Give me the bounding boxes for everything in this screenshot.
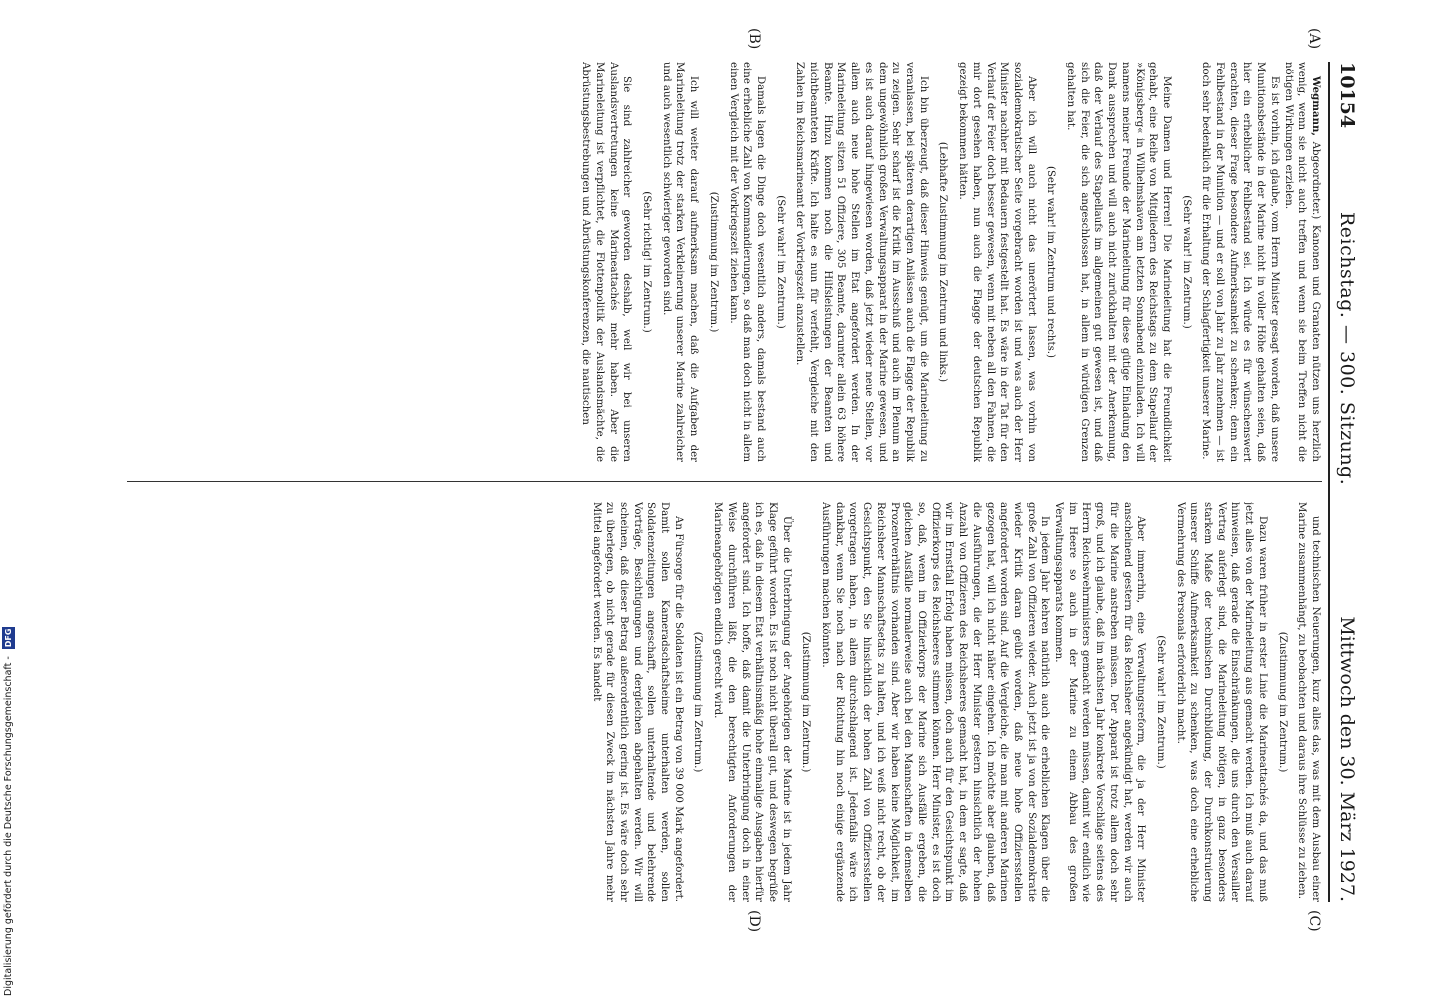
reaction-line (799, 502, 813, 902)
body-paragraph (1281, 62, 1322, 462)
body-paragraph (1063, 62, 1173, 462)
reaction-line (691, 502, 705, 902)
margin-mark-c: (C) (1306, 910, 1322, 932)
speaker-name: Wegmann, (1310, 76, 1322, 136)
reaction-text: (Zustimmung im Zentrum.) (800, 631, 812, 773)
reaction-line (639, 62, 653, 462)
reaction-text: (Sehr richtig! im Zentrum.) (641, 191, 653, 333)
dfg-logo-icon: DFG (4, 628, 13, 648)
reaction-line (773, 62, 787, 462)
paragraph-text: Dazu waren früher in erster Linie die Marineattachés da, und das muß jetzt alles von der Marineleitung aus gemacht werden. Ich muß auch darauf hinweisen, daß gerade die Einschränkungen, die uns durch den Versailler Vertrag auferlegt sind, die Marineleitung nötigen, in ganz besonders starkem Maße der technischen Durchbildung, der Durchkonstruierung unserer Schiffe Aufmerksamkeit zu schenken, was doch eine erhebliche Vermehrung des Personals erforderlich macht. (1174, 502, 1268, 902)
body-paragraph (710, 502, 792, 902)
paragraph-text: Ich bin überzeugt, daß dieser Hinweis genügt, um die Marineleitung zu veranlassen, bei späteren derartigen Anlässen auch die Flagge der Republik zu zeigen. Sehr scharf ist die Kritik im Ausschuß und auch im Plenum an dem ungewöhnlich großen Verwaltungsapparat in der Marine gewesen, und es ist auch darauf hingewiesen worden, daß jetzt wieder neue Stellen, vor allem auch neue hohe Stellen im Etat angefordert werden. In der Marineleitung sitzen 51 Offiziere, 305 Beamte, darunter allein 63 höhere Beamte. Hinzu kommen noch die Hilfsleistungen der Beamten und nichtbeamteten Kräfte. Ich halte es nun für verfehlt, Vergleiche mit den Zahlen im Reichsmarineamt der Vorkriegszeit anzustellen. (794, 62, 929, 462)
paragraph-text: Es ist vorhin, ich glaube, vom Herrn Minister gesagt worden, daß unsere Munitionsbestände in der Marine nicht in voller Höhe gehalten seien, daß hier ein erheblicher Fehlbestand sei. Ich würde es für wünschenswert erachten, dieser Frage besondere Aufmerksamkeit zu schenken; denn ein Fehlbestand in der Munition — und er soll von Jahr zu Jahr zunehmen — ist doch sehr bedenklich für die Erhaltung der Schlagfertigkeit unserer Marine. (1200, 62, 1280, 462)
reaction-text: (Sehr wahr! im Zentrum.) (1154, 635, 1166, 769)
reaction-text: (Lebhafte Zustimmung im Zentrum und links.) (937, 141, 949, 383)
paragraph-text: Meine Damen und Herren! Die Marineleitung hat die Freundlichkeit gehabt, eine Reihe von Mitgliedern des Reichstags zu dem Stapellauf der »Königsberg« in Wilhelmshaven am letzten Sonnabend einzuladen. Ich will namens meiner Freunde der Marineleitung für diese gütige Einladung den Dank aussprechen und will auch nicht zurückhalten mit der Anerkennung, daß der Verlauf des Stapellaufs im allgemeinen gut gewesen ist, und daß sich die Feier, die sich angeschlossen hat, in allem in würdigen Grenzen gehalten hat. (1065, 62, 1172, 462)
reaction-text: (Zustimmung im Zentrum.) (692, 631, 704, 773)
session-date: Mittwoch den 30. März 1927. (1336, 616, 1358, 902)
session-title: Reichstag. — 300. Sitzung. (1336, 212, 1358, 486)
paragraph-text: An Fürsorge für die Soldaten ist ein Betrag von 39 000 Mark angefordert. Damit sollen Kameradschaftsheime unterhalten werden, sollen Soldatenzeitungen angeschafft, sollen unterhaltende und belehrende Vorträge, Besichtigungen und dergleichen abgehalten werden. Wir will scheinen, daß dieser Betrag außerordentlich gering ist. Es wäre doch sehr zu überlegen, ob nicht gerade für diesen Zweck im nächsten Jahre mehr Mittel angefordert werden. Es handelt (590, 502, 684, 902)
body-paragraph (818, 502, 1051, 902)
reaction-line (1179, 62, 1193, 462)
paragraph-text: Aber ich will auch nicht das unerörtert lassen, was vorhin von sozialdemokratischer Seite vorgebracht worden ist und was auch der Herr Minister nachher mit Bedauern festgestellt hat. Es wäre in der Tat für den Verlauf der Feier doch besser gewesen, wenn mit neben all den Fahnen, die mir dort gesehen haben, nun auch die Flagge der deutschen Republik gezeigt bekommen hätten. (957, 62, 1037, 462)
reaction-text: (Zustimmung im Zentrum.) (1276, 631, 1288, 773)
reaction-text: (Zustimmung im Zentrum.) (707, 191, 719, 333)
paragraph-text: und technischen Neuerungen, kurz alles das, was mit dem Ausbau einer Marine zusammenhängt, zu beobachten und daraus ihre Schlüsse zu ziehen. (1296, 502, 1321, 902)
paragraph-text: Abgeordneter.) Kanonen und Granaten nützen uns herzlich wenig, wenn sie nicht auch treffen und wenn sie beim Treffen nicht die nötigen Wirkungen erzielen. (1282, 62, 1321, 462)
body-paragraph (659, 62, 700, 462)
body-paragraph (589, 502, 685, 902)
body-paragraph (793, 62, 930, 462)
reaction-text: (Sehr wahr! im Zentrum.) (1180, 195, 1192, 329)
scanned-page (120, 28, 1360, 933)
paragraph-text: In jedem Jahr kehren natürlich auch die erheblichen Klagen über die große Zahl von Offizieren wieder. Auch jetzt ist ja von der Sozialdemokratie wieder Kritik daran geübt worden, daß neue hohe Offiziersstellen angefordert worden sind. Auf die Vergleiche, die man mit anderen Marinen gezogen hat, will ich nicht näher eingehen. Ich möchte aber glauben, daß die Ausführungen, die der Herr Minister gestern hinsichtlich der hohen Anzahl von Offizieren des Reichsheeres gemacht hat, in dem er sagte, daß wir im Ernstfall Erfolg haben müssen, doch auch für den Gesichtspunkt im Offizierkorps des Reichsheeres stimmen können. Herr Minister, es ist doch so, daß, wenn im Offizierkorps der Marine sich Ausfälle ergeben, die gleichen Ausfälle normalerweise auch bei den Mannschaften in demselben Prozentverhältnis vorhanden sind. Aber wir haben keine Möglichkeit, im Reichsheer Mannschaftsetats zu halten, und ich weiß nicht recht, ob der Gesichtspunkt, den Sie hinsichtlich der hohen Zahl von Offiziersstellen vorgetragen haben, in allem durchschlagend ist. Jedenfalls wäre ich dankbar, wenn Sie noch nach der Richtung hin noch einige ergänzende Ausführungen machen könnten. (820, 502, 1051, 902)
reaction-text: (Sehr wahr! im Zentrum.) (774, 195, 786, 329)
reaction-line (1153, 502, 1167, 902)
margin-mark-b: (B) (746, 28, 762, 50)
margin-mark-d: (D) (746, 910, 762, 933)
body-paragraph (1173, 502, 1269, 902)
text-column-left (127, 62, 1322, 462)
body-paragraph (1051, 502, 1147, 902)
reaction-text: (Sehr wahr! im Zentrum und rechts.) (1045, 165, 1057, 359)
paragraph-text: Damals lagen die Dinge doch wesentlich anders, damals bestand auch eine erhebliche Zahl von Kommandierungen, so daß man doch nicht in allem einen Vergleich mit der Vorkriegszeit ziehen kann. (727, 62, 766, 462)
reaction-line (706, 62, 720, 462)
reaction-line (1275, 502, 1289, 902)
paragraph-text: Über die Unterbringung der Angehörigen der Marine ist in jedem Jahr Klage geführt worden. Es ist noch nicht überall gut, und deswegen begrüße ich es, daß in diesem Etat verhältnismäßig hohe einmalige Ausgaben hierfür angefordert sind. Ich hoffe, daß damit die Unterbringung doch in einer Weise durchführen läßt, die den berechtigten Anforderungen der Marineangehörigen endlich gerecht wird. (712, 502, 792, 902)
side-label (2, 628, 16, 997)
body-paragraph (579, 62, 634, 462)
page-content (120, 28, 1360, 933)
funding-note: Digitalisierung gefördert durch die Deutsche Forschungsgemeinschaft - (3, 656, 14, 996)
paragraph-text: Aber immerhin, eine Verwaltungsreform, die ja der Herr Minister anscheinend gestern für das Reichsheer angekündigt hat, werden wir auch für die Marine anstreben müssen. Der Apparat ist trotz allem doch sehr groß, und ich glaube, daß im nächsten Jahr konkrete Vorschläge seitens des Herrn Reichswehrministers gemacht werden müssen, damit wir endlich wie im Heere so auch in der Marine zu einem Abbau des großen Verwaltungsapparats kommen. (1053, 502, 1147, 902)
header-rule (1328, 62, 1330, 902)
reaction-line (1044, 62, 1058, 462)
column-divider (127, 481, 1322, 482)
paragraph-text: Ich will weiter darauf aufmerksam machen, daß die Aufgaben der Marineleitung trotz der starken Verkleinerung unserer Marine zahlreicher und auch wesentlich schwieriger geworden sind. (660, 62, 700, 462)
body-paragraph (955, 62, 1037, 462)
body-paragraph (726, 62, 767, 462)
page-number: 10154 (1336, 62, 1358, 129)
text-column-right (127, 502, 1322, 902)
body-paragraph (1295, 502, 1322, 902)
body-paragraph (1199, 62, 1281, 462)
paragraph-text: Sie sind zahlreicher geworden deshalb, weil wir bei unseren Auslandsvertretungen keine Marineattachés mehr haben. Aber die Marineleitung ist verpflichtet, die Flottenpolitik der Auslandsmächte, die Abrüstungsbestrebungen und Abrüstungskonferenzen, die nautischen (580, 62, 633, 462)
running-head (1334, 62, 1360, 902)
reaction-line (936, 62, 950, 462)
margin-mark-a: (A) (1306, 28, 1322, 50)
